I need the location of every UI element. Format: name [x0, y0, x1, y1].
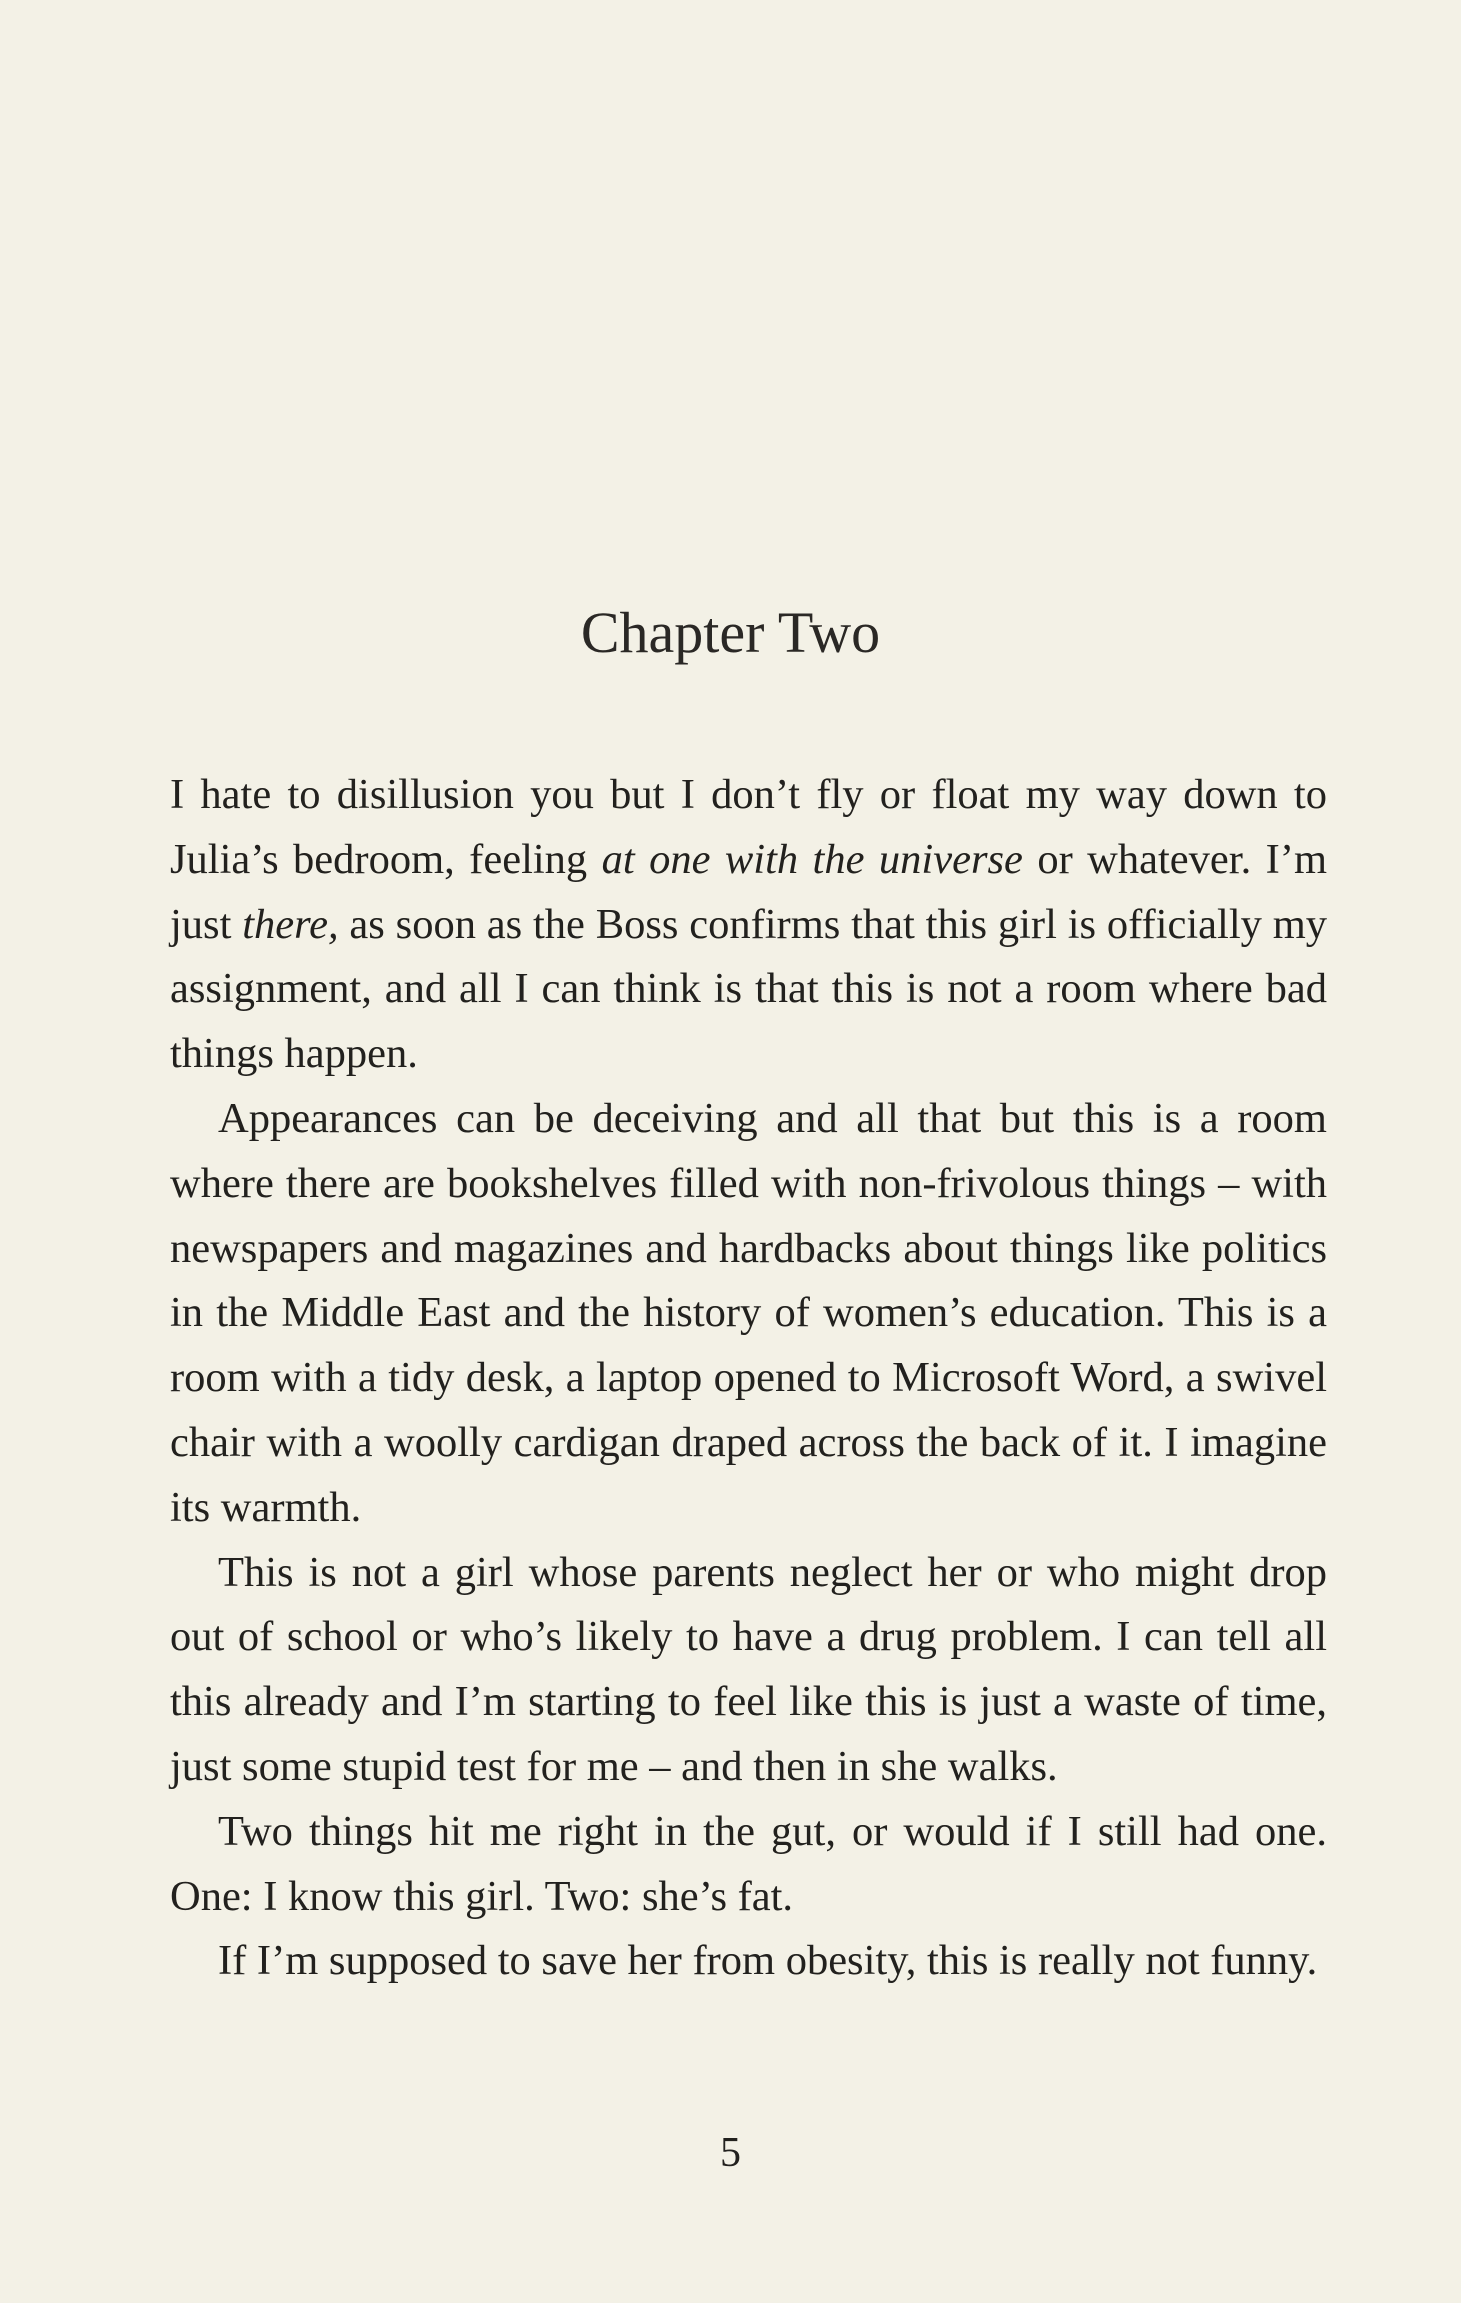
page-number: 5: [720, 2130, 741, 2176]
paragraph-5-text: If I’m supposed to save her from obesity, this is really not funny.: [218, 1937, 1318, 1985]
paragraph-1: [170, 763, 1327, 1087]
chapter-title: Chapter Two: [580, 599, 881, 665]
paragraph-1-italic-2: there,: [242, 900, 339, 948]
paragraph-3: [170, 1541, 1327, 1800]
paragraph-1-italic-1: at one with the universe: [601, 835, 1023, 883]
paragraph-3-text: This is not a girl whose parents neglect her or who might drop out of school or who’s likely to have a drug problem. I can tell all this already and I’m starting to feel like this is just a waste of time, just some stupid test for me – and then in she walks.: [170, 1548, 1327, 1790]
paragraph-1-text-3: as soon as the Boss confirms that this girl is officially my assignment, and all I can think is that this is not a room where bad things happen.: [170, 900, 1328, 1078]
paragraph-2: [170, 1087, 1327, 1541]
paragraph-2-text: Appearances can be deceiving and all that but this is a room where there are bookshelves filled with non-frivolous things – with newspapers and magazines and hardbacks about things like politics in the Middle East and the history of women’s education. This is a room with a tidy desk, a laptop opened to Microsoft Word, a swivel chair with a woolly cardigan draped across the back of it. I imagine its warmth.: [170, 1094, 1327, 1531]
paragraph-5: [170, 1929, 1327, 1994]
paragraph-1-text-2: or whatever. I’m just: [170, 835, 1327, 948]
chapter-body: [170, 763, 1327, 1994]
paragraph-1-text-1: I hate to disillusion you but I don’t fly or float my way down to Julia’s bedroom, feeling: [170, 771, 1327, 883]
paragraph-4-text: Two things hit me right in the gut, or would if I still had one. One: I know this girl. Two: she’s fat.: [170, 1807, 1327, 1920]
paragraph-4: [170, 1800, 1327, 1930]
